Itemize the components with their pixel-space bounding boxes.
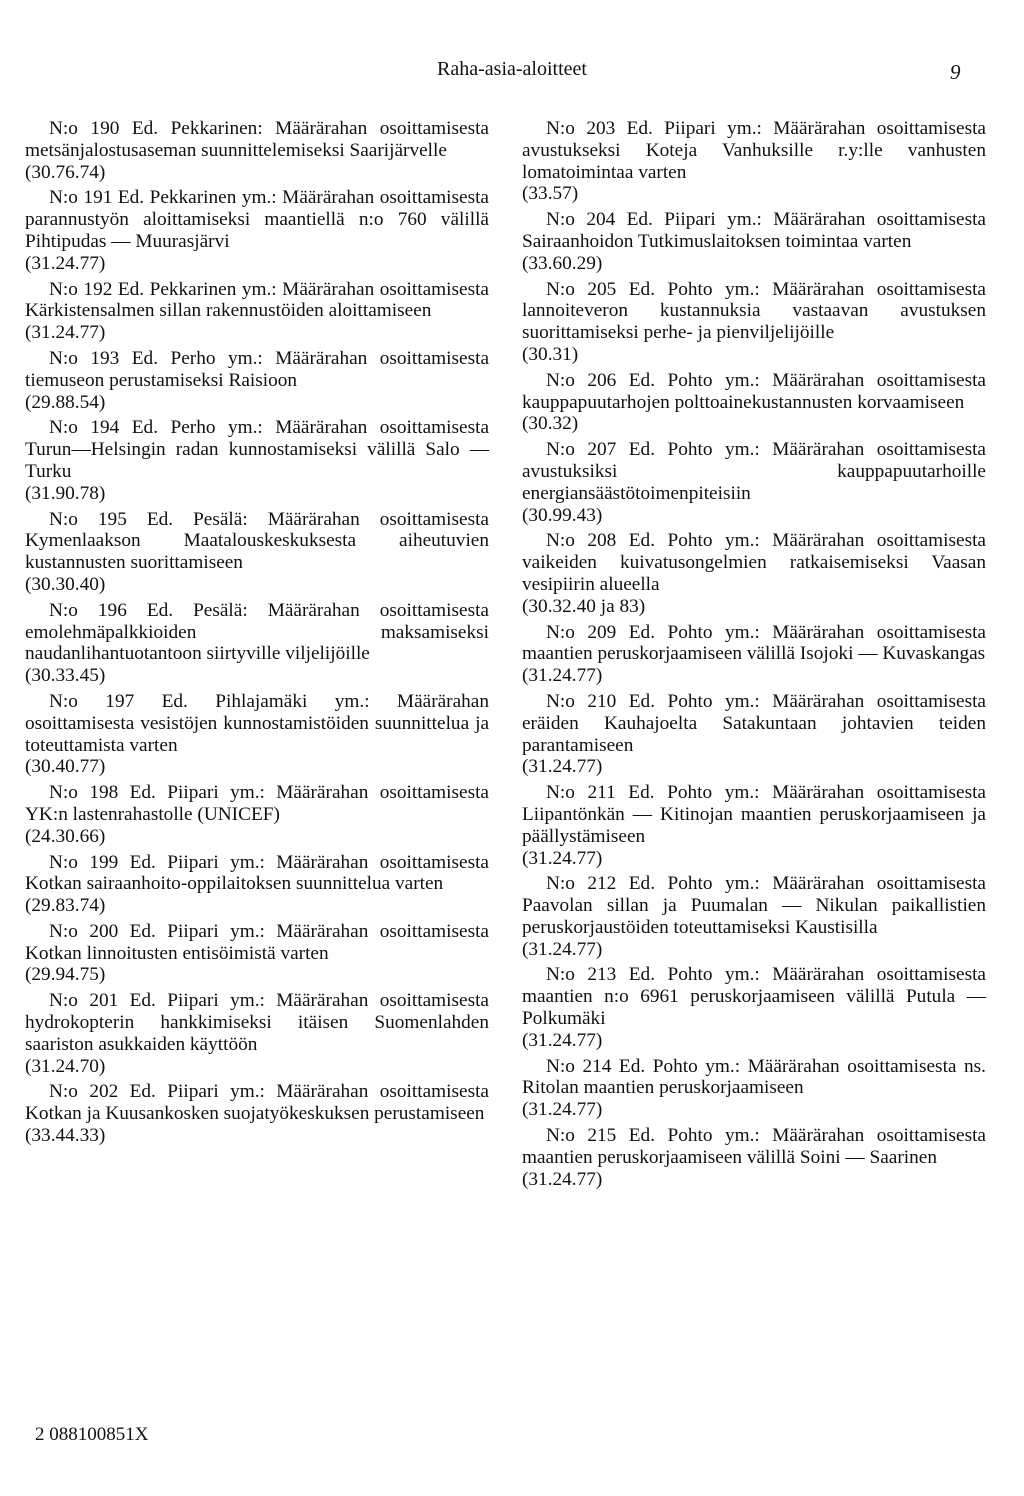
entry-text: N:o 192 Ed. Pekkarinen ym.: Määrärahan osoittamisesta Kärkistensalmen sillan rakennustöiden aloittamiseen: [25, 278, 489, 322]
entry-text: N:o 196 Ed. Pesälä: Määrärahan osoittamisesta emolehmäpalkkioiden maksamiseksi naudanlihantuotantoon siirtyville viljelijöille: [25, 599, 489, 665]
entry-code: (30.31): [522, 343, 579, 365]
list-item: [25, 187, 489, 274]
entry-code: (31.24.77): [522, 665, 603, 687]
list-item: [522, 782, 986, 869]
list-item: [522, 873, 986, 960]
list-item: [522, 691, 986, 778]
entry-code: (31.24.77): [522, 756, 603, 778]
entry-code: (31.24.70): [25, 1055, 106, 1077]
entry-code: (29.83.74): [25, 895, 106, 917]
list-item: [25, 509, 489, 596]
entry-code: (31.24.77): [25, 252, 106, 274]
entry-code: (30.99.43): [522, 504, 603, 526]
entry-text: N:o 202 Ed. Piipari ym.: Määrärahan osoittamisesta Kotkan ja Kuusankosken suojatyökeskuksen perustamiseen: [25, 1081, 489, 1125]
list-item: [25, 417, 489, 504]
entry-code: (31.24.77): [25, 322, 106, 344]
left-column: [25, 118, 489, 1151]
entry-code: (30.33.45): [25, 665, 106, 687]
entry-text: N:o 211 Ed. Pohto ym.: Määrärahan osoittamisesta Liipantönkän — Kitinojan maantien peruskorjaamiseen ja päällystämiseen: [522, 782, 986, 847]
footer-code: 2 088100851X: [35, 1424, 149, 1445]
entry-text: N:o 207 Ed. Pohto ym.: Määrärahan osoittamisesta avustuksiksi kauppapuutarhoille energiansäästötoimenpiteisiin: [522, 439, 986, 504]
entry-text: N:o 215 Ed. Pohto ym.: Määrärahan osoittamisesta maantien peruskorjaamiseen välillä Soini — Saarinen: [522, 1125, 986, 1168]
entry-text: N:o 204 Ed. Piipari ym.: Määrärahan osoittamisesta Sairaanhoidon Tutkimuslaitoksen toimintaa varten: [522, 209, 986, 252]
entry-code: (33.60.29): [522, 252, 603, 274]
entry-code: (33.44.33): [25, 1125, 106, 1147]
list-item: [25, 782, 489, 847]
entry-text: N:o 197 Ed. Pihlajamäki ym.: Määrärahan osoittamisesta vesistöjen kunnostamistöiden suunnittelua ja toteuttamista varten: [25, 690, 489, 756]
page-title: Raha-asia-aloitteet: [437, 58, 587, 80]
list-item: [25, 118, 489, 183]
list-item: [522, 439, 986, 526]
entry-text: N:o 213 Ed. Pohto ym.: Määrärahan osoittamisesta maantien n:o 6961 peruskorjaamiseen välillä Putula — Polkumäki: [522, 964, 986, 1030]
entry-text: N:o 198 Ed. Piipari ym.: Määrärahan osoittamisesta YK:n lastenrahastolle (UNICEF): [25, 782, 489, 825]
list-item: [25, 691, 489, 778]
entry-text: N:o 212 Ed. Pohto ym.: Määrärahan osoittamisesta Paavolan sillan ja Puumalan — Nikulan paikallistien peruskorjaustöiden toteuttamiseksi Kaustisilla: [522, 873, 986, 938]
entry-text: N:o 210 Ed. Pohto ym.: Määrärahan osoittamisesta eräiden Kauhajoelta Satakuntaan johtavien teiden parantamiseen: [522, 690, 986, 756]
entry-code: (31.24.77): [522, 1099, 603, 1121]
entry-text: N:o 200 Ed. Piipari ym.: Määrärahan osoittamisesta Kotkan linnoitusten entisöimistä varten: [25, 920, 489, 964]
entry-text: N:o 208 Ed. Pohto ym.: Määrärahan osoittamisesta vaikeiden kuivatusongelmien ratkaisemiseksi Vaasan vesipiirin alueella: [522, 530, 986, 595]
list-item: [522, 279, 986, 366]
list-item: [522, 622, 986, 687]
entry-text: N:o 206 Ed. Pohto ym.: Määrärahan osoittamisesta kauppapuutarhojen polttoainekustannusten korvaamiseen: [522, 369, 986, 413]
entry-code: (31.24.77): [522, 938, 603, 960]
list-item: [25, 1081, 489, 1146]
entry-text: N:o 203 Ed. Piipari ym.: Määrärahan osoittamisesta avustukseksi Koteja Vanhuksille r.y:lle vanhusten lomatoimintaa varten: [522, 118, 986, 183]
list-item: [25, 852, 489, 917]
list-item: [522, 964, 986, 1051]
list-item: [522, 209, 986, 274]
entry-text: N:o 201 Ed. Piipari ym.: Määrärahan osoittamisesta hydrokopterin hankkimiseksi itäisen Suomenlahden saariston asukkaiden käyttöön: [25, 990, 489, 1055]
entry-text: N:o 193 Ed. Perho ym.: Määrärahan osoittamisesta tiemuseon perustamiseksi Raisioon: [25, 347, 489, 391]
list-item: [522, 1056, 986, 1121]
entry-code: (31.90.78): [25, 482, 106, 504]
entry-code: (30.76.74): [25, 161, 106, 183]
list-item: [522, 118, 986, 205]
list-item: [522, 1125, 986, 1190]
list-item: [522, 530, 986, 617]
entry-text: N:o 194 Ed. Perho ym.: Määrärahan osoittamisesta Turun—Helsingin radan kunnostamiseksi välillä Salo — Turku: [25, 417, 489, 482]
right-column: [522, 118, 986, 1194]
entry-code: (29.88.54): [25, 391, 106, 413]
list-item: [25, 921, 489, 986]
entry-text: N:o 195 Ed. Pesälä: Määrärahan osoittamisesta Kymenlaakson Maatalouskeskuksesta aiheutuvien kustannusten suorittamiseen: [25, 508, 489, 574]
entry-code: (31.24.77): [522, 1029, 603, 1051]
entry-text: N:o 205 Ed. Pohto ym.: Määrärahan osoittamisesta lannoiteveron kustannuksia vastaavan avustuksen suorittamiseksi perhe- ja pienviljelijöille: [522, 278, 986, 344]
list-item: [25, 600, 489, 687]
entry-code: (24.30.66): [25, 825, 106, 847]
entry-text: N:o 190 Ed. Pekkarinen: Määrärahan osoittamisesta metsänjalostusaseman suunnittelemiseksi Saarijärvelle: [25, 118, 489, 161]
list-item: [25, 279, 489, 344]
entry-code: (30.32): [522, 413, 579, 435]
entry-code: (31.24.77): [522, 847, 603, 869]
entry-text: N:o 214 Ed. Pohto ym.: Määrärahan osoittamisesta ns. Ritolan maantien peruskorjaamiseen: [522, 1055, 986, 1099]
entry-code: (33.57): [522, 183, 579, 205]
page-number: 9: [950, 60, 961, 84]
entry-code: (30.30.40): [25, 573, 106, 595]
entry-text: N:o 199 Ed. Piipari ym.: Määrärahan osoittamisesta Kotkan sairaanhoito-oppilaitoksen suunnittelua varten: [25, 851, 489, 895]
list-item: [25, 990, 489, 1077]
entry-text: N:o 191 Ed. Pekkarinen ym.: Määrärahan osoittamisesta parannustyön aloittamiseksi maantiellä n:o 760 välillä Pihtipudas — Muurasjärvi: [25, 187, 489, 252]
entry-code: (31.24.77): [522, 1168, 603, 1190]
list-item: [522, 370, 986, 435]
entry-code: (30.40.77): [25, 756, 106, 778]
entry-code: (30.32.40 ja 83): [522, 595, 646, 617]
entry-text: N:o 209 Ed. Pohto ym.: Määrärahan osoittamisesta maantien peruskorjaamiseen välillä Isojoki — Kuvaskangas: [522, 621, 986, 665]
list-item: [25, 348, 489, 413]
entry-code: (29.94.75): [25, 964, 106, 986]
